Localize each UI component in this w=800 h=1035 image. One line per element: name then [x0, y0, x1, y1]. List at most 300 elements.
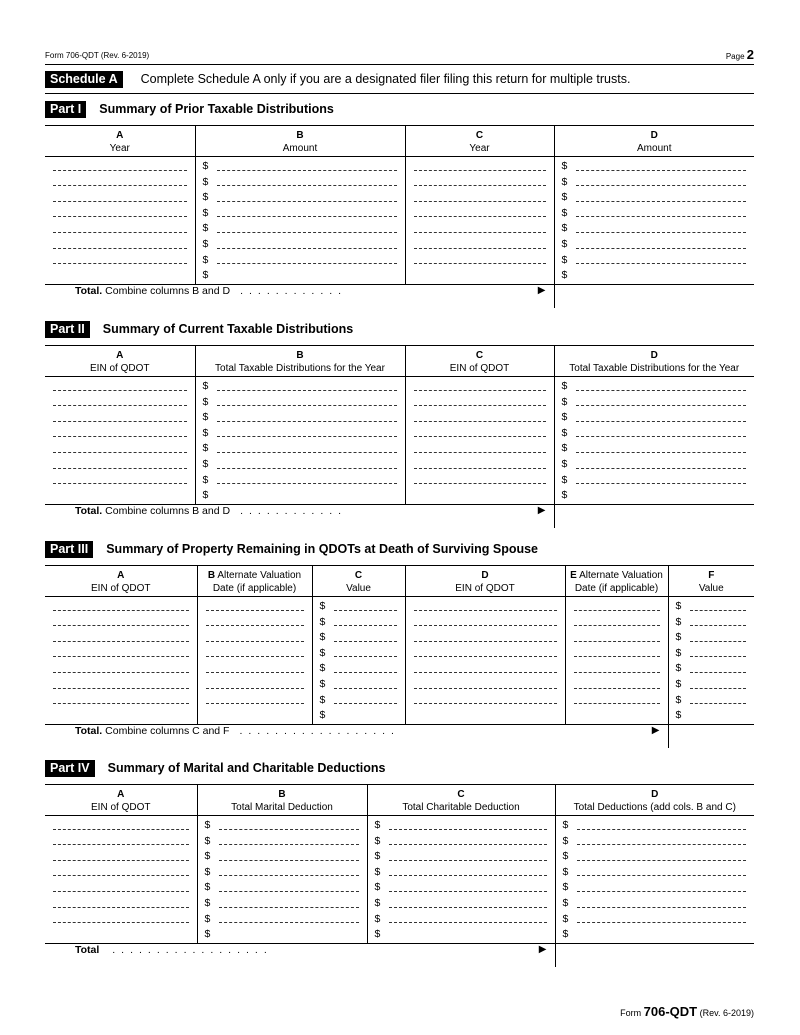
dollar-sign: $ [675, 709, 682, 722]
text-entry-field[interactable] [406, 268, 554, 284]
entry-line [576, 201, 747, 202]
amount-entry-field[interactable] [669, 677, 755, 693]
text-entry-field[interactable] [198, 693, 312, 709]
text-entry-field[interactable] [566, 708, 668, 724]
amount-entry-field[interactable] [669, 661, 755, 677]
column-label: Total Taxable Distributions for the Year [569, 363, 740, 374]
dollar-sign: $ [202, 395, 209, 408]
amount-entry-field[interactable] [555, 441, 755, 457]
text-entry-field[interactable] [45, 677, 197, 693]
entry-line [690, 625, 747, 626]
entry-line [53, 844, 189, 845]
dollar-sign: $ [561, 269, 568, 282]
part-1-heading [45, 100, 334, 118]
amount-entry-field[interactable] [556, 834, 755, 850]
dollar-sign: $ [562, 881, 569, 894]
table-row [45, 488, 754, 504]
table-row [45, 880, 754, 896]
entry-line [576, 483, 747, 484]
text-entry-field[interactable] [45, 237, 195, 253]
part-3-table [45, 565, 754, 748]
dollar-sign: $ [204, 881, 211, 894]
amount-entry-field[interactable] [556, 865, 755, 881]
entry-line [389, 891, 547, 892]
table-row [45, 912, 754, 928]
dollar-sign: $ [319, 677, 326, 690]
entry-line [414, 641, 557, 642]
text-entry-field[interactable] [45, 159, 195, 175]
text-entry-field[interactable] [566, 630, 668, 646]
amount-entry-field[interactable] [196, 206, 405, 222]
amount-entry-field[interactable] [368, 896, 555, 912]
text-entry-field[interactable] [406, 661, 565, 677]
amount-entry-field[interactable] [196, 473, 405, 489]
total-instruction: Combine columns C and F [105, 724, 230, 737]
text-entry-field[interactable] [45, 175, 195, 191]
entry-line [389, 860, 547, 861]
text-entry-field[interactable] [406, 708, 565, 724]
text-entry-field[interactable] [45, 818, 197, 834]
amount-entry-field[interactable] [313, 615, 405, 631]
amount-entry-field[interactable] [556, 818, 755, 834]
total-label-cell [45, 724, 668, 748]
text-entry-field[interactable] [406, 206, 554, 222]
amount-entry-field[interactable] [368, 834, 555, 850]
text-entry-field[interactable] [566, 646, 668, 662]
text-entry-field[interactable] [45, 865, 197, 881]
dollar-sign: $ [561, 191, 568, 204]
entry-line [414, 216, 546, 217]
text-entry-field[interactable] [566, 599, 668, 615]
amount-entry-field[interactable] [196, 268, 405, 284]
entry-line [53, 656, 189, 657]
amount-entry-field[interactable] [556, 927, 755, 943]
dollar-sign: $ [675, 662, 682, 675]
entry-line [217, 263, 397, 264]
text-entry-field[interactable] [406, 693, 565, 709]
entry-line [334, 703, 397, 704]
total-entry-field[interactable] [555, 943, 754, 967]
amount-entry-field[interactable] [555, 190, 755, 206]
entry-line [217, 248, 397, 249]
amount-entry-field[interactable] [196, 457, 405, 473]
amount-entry-field[interactable] [669, 599, 755, 615]
dollar-sign: $ [675, 600, 682, 612]
text-entry-field[interactable] [45, 206, 195, 222]
amount-entry-field[interactable] [555, 410, 755, 426]
text-entry-field[interactable] [406, 395, 554, 411]
table-row [45, 865, 754, 881]
column-letter: C [475, 130, 484, 141]
entry-line [414, 452, 546, 453]
text-entry-field[interactable] [45, 379, 195, 395]
entry-line [206, 656, 304, 657]
amount-entry-field[interactable] [198, 927, 367, 943]
dollar-sign: $ [202, 253, 209, 266]
dollar-sign: $ [319, 646, 326, 659]
schedule-a-tag: Schedule A [45, 71, 123, 88]
amount-entry-field[interactable] [669, 708, 755, 724]
amount-entry-field[interactable] [198, 865, 367, 881]
column-header [197, 566, 312, 597]
amount-entry-field[interactable] [555, 221, 755, 237]
column-label: Alternate Valuation [579, 570, 663, 581]
amount-entry-field[interactable] [198, 896, 367, 912]
column-letter: B [278, 789, 286, 800]
amount-entry-field[interactable] [368, 880, 555, 896]
amount-entry-field[interactable] [196, 159, 405, 175]
column-header [668, 566, 754, 597]
entry-line [574, 610, 660, 611]
total-row [45, 504, 754, 528]
text-entry-field[interactable] [45, 693, 197, 709]
amount-entry-field[interactable] [555, 457, 755, 473]
text-entry-field[interactable] [45, 834, 197, 850]
text-entry-field[interactable] [45, 441, 195, 457]
text-entry-field[interactable] [45, 221, 195, 237]
total-entry-field[interactable] [554, 504, 754, 528]
entry-line [206, 703, 304, 704]
text-entry-field[interactable] [406, 426, 554, 442]
entry-line [219, 875, 359, 876]
text-entry-field[interactable] [406, 646, 565, 662]
text-entry-field[interactable] [45, 630, 197, 646]
text-entry-field[interactable] [406, 410, 554, 426]
amount-entry-field[interactable] [198, 912, 367, 928]
dollar-sign: $ [561, 237, 568, 250]
amount-entry-field[interactable] [196, 221, 405, 237]
dollar-sign: $ [374, 928, 381, 941]
text-entry-field[interactable] [45, 927, 197, 943]
footer-form-number: 706-QDT [643, 1004, 698, 1019]
text-entry-field[interactable] [45, 646, 197, 662]
table-row [45, 457, 754, 473]
dollar-sign: $ [562, 865, 569, 878]
text-entry-field[interactable] [406, 473, 554, 489]
amount-entry-field[interactable] [555, 237, 755, 253]
text-entry-field[interactable] [45, 253, 195, 269]
dollar-sign: $ [374, 834, 381, 847]
part-4-tag: Part IV [45, 760, 95, 777]
table-row [45, 630, 754, 646]
page-number: Page 2 [725, 47, 754, 62]
entry-line [690, 610, 747, 611]
entry-line [217, 390, 397, 391]
amount-entry-field[interactable] [196, 426, 405, 442]
entry-line [53, 232, 187, 233]
text-entry-field[interactable] [198, 677, 312, 693]
amount-entry-field[interactable] [313, 693, 405, 709]
schedule-a-heading [45, 70, 630, 88]
amount-entry-field[interactable] [368, 818, 555, 834]
entry-line [414, 405, 546, 406]
amount-entry-field[interactable] [669, 630, 755, 646]
amount-entry-field[interactable] [555, 488, 755, 504]
amount-entry-field[interactable] [555, 175, 755, 191]
amount-entry-field[interactable] [198, 834, 367, 850]
entry-line [414, 436, 546, 437]
total-instruction: Combine columns B and D [105, 284, 231, 297]
amount-entry-field[interactable] [313, 646, 405, 662]
amount-entry-field[interactable] [556, 896, 755, 912]
dollar-sign: $ [319, 631, 326, 644]
column-label: Amount [282, 143, 318, 154]
text-entry-field[interactable] [406, 677, 565, 693]
text-entry-field[interactable] [406, 441, 554, 457]
total-instruction: Combine columns B and D [105, 504, 231, 517]
amount-entry-field[interactable] [556, 849, 755, 865]
column-label: Value [346, 583, 371, 594]
text-entry-field[interactable] [406, 237, 554, 253]
amount-entry-field[interactable] [196, 395, 405, 411]
amount-entry-field[interactable] [198, 849, 367, 865]
text-entry-field[interactable] [406, 630, 565, 646]
column-letter: C [354, 570, 363, 581]
text-entry-field[interactable] [566, 693, 668, 709]
amount-entry-field[interactable] [313, 708, 405, 724]
text-entry-field[interactable] [45, 880, 197, 896]
table-row [45, 221, 754, 237]
column-label: Date (if applicable) [574, 583, 659, 594]
column-letter: D [481, 570, 489, 581]
entry-line [690, 672, 747, 673]
entry-line [389, 922, 547, 923]
column-label: Total Charitable Deduction [402, 802, 520, 813]
column-header [405, 566, 565, 597]
text-entry-field[interactable] [45, 190, 195, 206]
entry-line [577, 875, 747, 876]
form-identifier: Form 706-QDT (Rev. 6-2019) [45, 51, 150, 60]
text-entry-field[interactable] [198, 615, 312, 631]
page-header [45, 47, 754, 63]
entry-line [574, 672, 660, 673]
column-header [45, 126, 195, 157]
text-entry-field[interactable] [406, 488, 554, 504]
text-entry-field[interactable] [45, 615, 197, 631]
text-entry-field[interactable] [198, 646, 312, 662]
text-entry-field[interactable] [198, 630, 312, 646]
text-entry-field[interactable] [45, 410, 195, 426]
column-header [554, 126, 754, 157]
table-row [45, 661, 754, 677]
dollar-sign: $ [561, 253, 568, 266]
amount-entry-field[interactable] [555, 159, 755, 175]
table-row [45, 157, 754, 175]
text-entry-field[interactable] [45, 896, 197, 912]
text-entry-field[interactable] [406, 615, 565, 631]
entry-line [414, 672, 557, 673]
text-entry-field[interactable] [45, 599, 197, 615]
amount-entry-field[interactable] [196, 237, 405, 253]
text-entry-field[interactable] [198, 708, 312, 724]
text-entry-field[interactable] [45, 849, 197, 865]
text-entry-field[interactable] [566, 615, 668, 631]
amount-entry-field[interactable] [313, 630, 405, 646]
total-label-cell [45, 943, 555, 967]
entry-line [574, 625, 660, 626]
amount-entry-field[interactable] [313, 599, 405, 615]
amount-entry-field[interactable] [196, 410, 405, 426]
part-4-title: Summary of Marital and Charitable Deductions [107, 761, 386, 775]
amount-entry-field[interactable] [196, 488, 405, 504]
entry-line [389, 875, 547, 876]
text-entry-field[interactable] [406, 221, 554, 237]
column-label: Total Marital Deduction [231, 802, 333, 813]
arrow-icon: ▶ [651, 724, 660, 736]
entry-line [414, 688, 557, 689]
dollar-sign: $ [675, 646, 682, 659]
text-entry-field[interactable] [566, 677, 668, 693]
amount-entry-field[interactable] [669, 646, 755, 662]
dollar-sign: $ [204, 865, 211, 878]
amount-entry-field[interactable] [669, 693, 755, 709]
text-entry-field[interactable] [45, 488, 195, 504]
dollar-sign: $ [562, 912, 569, 925]
entry-line [219, 922, 359, 923]
amount-entry-field[interactable] [555, 253, 755, 269]
total-row [45, 284, 754, 308]
entry-line [574, 656, 660, 657]
text-entry-field[interactable] [45, 912, 197, 928]
entry-line [576, 263, 747, 264]
text-entry-field[interactable] [406, 159, 554, 175]
entry-line [53, 610, 189, 611]
entry-line [690, 641, 747, 642]
amount-entry-field[interactable] [556, 912, 755, 928]
total-entry-field[interactable] [668, 724, 754, 748]
amount-entry-field[interactable] [368, 865, 555, 881]
dollar-sign: $ [561, 175, 568, 188]
table-row [45, 896, 754, 912]
entry-line [217, 185, 397, 186]
entry-line [219, 860, 359, 861]
text-entry-field[interactable] [406, 175, 554, 191]
table-row [45, 615, 754, 631]
amount-entry-field[interactable] [198, 880, 367, 896]
text-entry-field[interactable] [198, 661, 312, 677]
part-4-heading [45, 759, 385, 777]
amount-entry-field[interactable] [555, 426, 755, 442]
text-entry-field[interactable] [198, 599, 312, 615]
text-entry-field[interactable] [406, 379, 554, 395]
entry-line [53, 263, 187, 264]
entry-line [53, 390, 187, 391]
part-2-tag: Part II [45, 321, 90, 338]
text-entry-field[interactable] [406, 253, 554, 269]
amount-entry-field[interactable] [313, 677, 405, 693]
entry-line [219, 907, 359, 908]
dollar-sign: $ [675, 631, 682, 644]
amount-entry-field[interactable] [196, 175, 405, 191]
amount-entry-field[interactable] [198, 818, 367, 834]
text-entry-field[interactable] [45, 661, 197, 677]
text-entry-field[interactable] [406, 190, 554, 206]
amount-entry-field[interactable] [555, 206, 755, 222]
entry-line [217, 405, 397, 406]
amount-entry-field[interactable] [368, 927, 555, 943]
amount-entry-field[interactable] [196, 441, 405, 457]
entry-line [53, 907, 189, 908]
entry-line [206, 641, 304, 642]
column-header [197, 785, 367, 816]
dollar-sign: $ [562, 928, 569, 941]
dollar-sign: $ [319, 615, 326, 628]
dollar-sign: $ [319, 662, 326, 675]
column-letter: A [117, 789, 125, 800]
entry-line [576, 436, 747, 437]
amount-entry-field[interactable] [196, 253, 405, 269]
entry-line [414, 232, 546, 233]
amount-entry-field[interactable] [368, 849, 555, 865]
entry-line [577, 860, 747, 861]
entry-line [219, 844, 359, 845]
text-entry-field[interactable] [45, 708, 197, 724]
entry-line [53, 875, 189, 876]
entry-line [53, 201, 187, 202]
dollar-sign: $ [561, 426, 568, 439]
text-entry-field[interactable] [45, 395, 195, 411]
dollar-sign: $ [202, 206, 209, 219]
entry-line [576, 468, 747, 469]
entry-line [576, 170, 747, 171]
entry-line [577, 844, 747, 845]
amount-entry-field[interactable] [368, 912, 555, 928]
text-entry-field[interactable] [45, 268, 195, 284]
total-entry-field[interactable] [554, 284, 754, 308]
dollar-sign: $ [374, 881, 381, 894]
column-label: Amount [637, 143, 672, 154]
text-entry-field[interactable] [406, 457, 554, 473]
column-label: EIN of QDOT [449, 363, 510, 374]
amount-entry-field[interactable] [556, 880, 755, 896]
text-entry-field[interactable] [406, 599, 565, 615]
column-label: Date (if applicable) [212, 583, 297, 594]
column-header [45, 566, 197, 597]
text-entry-field[interactable] [45, 473, 195, 489]
entry-line [219, 829, 359, 830]
amount-entry-field[interactable] [669, 615, 755, 631]
amount-entry-field[interactable] [555, 473, 755, 489]
entry-line [414, 703, 557, 704]
total-label: Total. [75, 284, 103, 297]
column-label: EIN of QDOT [91, 583, 151, 594]
table-row [45, 646, 754, 662]
total-label: Total. [75, 504, 103, 517]
entry-line [53, 625, 189, 626]
column-label: Value [698, 583, 724, 594]
table-row [45, 426, 754, 442]
total-label: Total. [75, 724, 103, 737]
dollar-sign: $ [204, 850, 211, 863]
dollar-sign: $ [202, 222, 209, 235]
dollar-sign: $ [204, 819, 211, 831]
column-header [45, 785, 197, 816]
amount-entry-field[interactable] [555, 268, 755, 284]
text-entry-field[interactable] [45, 457, 195, 473]
text-entry-field[interactable] [45, 426, 195, 442]
column-letter: D [650, 350, 658, 361]
total-label-cell [45, 504, 554, 528]
amount-entry-field[interactable] [555, 379, 755, 395]
amount-entry-field[interactable] [196, 190, 405, 206]
amount-entry-field[interactable] [196, 379, 405, 395]
amount-entry-field[interactable] [313, 661, 405, 677]
column-letter: A [117, 570, 125, 581]
entry-line [217, 232, 397, 233]
dollar-sign: $ [675, 693, 682, 706]
text-entry-field[interactable] [566, 661, 668, 677]
amount-entry-field[interactable] [555, 395, 755, 411]
